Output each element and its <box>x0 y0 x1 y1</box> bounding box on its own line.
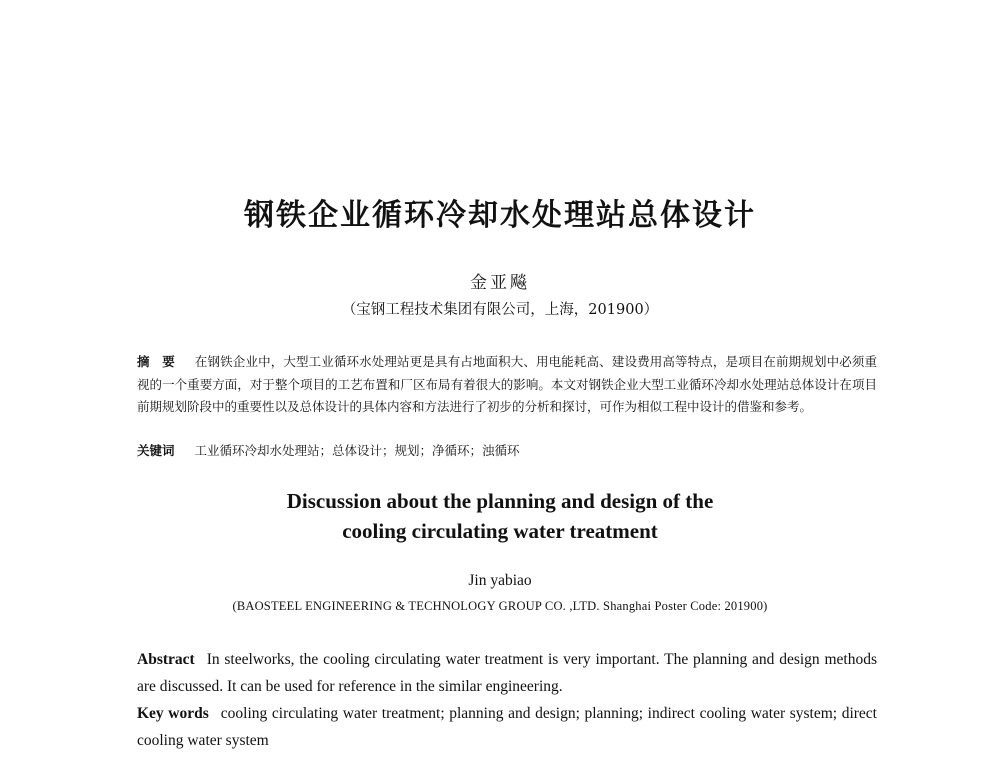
chinese-keywords-label: 关键词 <box>137 443 175 458</box>
chinese-author: 金亚飚 <box>470 273 530 293</box>
chinese-abstract-label: 摘 要 <box>137 354 175 369</box>
english-keywords-text: cooling circulating water treatment; planning and design; planning; indirect cooling water system; direct cooling water system <box>137 705 877 749</box>
english-title <box>0 486 1000 546</box>
chinese-affiliation: （宝钢工程技术集团有限公司，上海，201900） <box>341 302 659 318</box>
chinese-title: 钢铁企业循环冷却水处理站总体设计 <box>244 198 756 233</box>
english-keywords <box>137 700 877 754</box>
english-title-line1: Discussion about the planning and design of the <box>286 489 714 513</box>
chinese-abstract <box>137 351 877 419</box>
english-author: Jin yabiao <box>468 572 532 589</box>
english-affiliation: (BAOSTEEL ENGINEERING & TECHNOLOGY GROUP CO. ,LTD. Shanghai Poster Code: 201900) <box>232 599 768 613</box>
english-abstract-text: In steelworks, the cooling circulating water treatment is very important. The planning and design methods are discussed. It can be used for reference in the similar engineering. <box>137 651 877 695</box>
chinese-keywords <box>137 441 877 461</box>
chinese-keywords-text: 工业循环冷却水处理站；总体设计；规划；净循环；浊循环 <box>194 443 520 458</box>
english-abstract-label: Abstract <box>137 651 195 668</box>
english-title-line2: cooling circulating water treatment <box>342 519 658 543</box>
english-keywords-label: Key words <box>137 705 209 722</box>
english-abstract <box>137 646 877 700</box>
chinese-abstract-text: 在钢铁企业中，大型工业循环水处理站更是具有占地面积大、用电能耗高、建设费用高等特点，是项目在前期规划中必须重视的一个重要方面，对于整个项目的工艺布置和厂区布局有着很大的影响。本文对钢铁企业大型工业循环冷却水处理站总体设计在项目前期规划阶段中的重要性以及总体设计的具体内容和方法进行了初步的分析和探讨，可作为相似工程中设计的借鉴和参考。 <box>137 354 877 414</box>
